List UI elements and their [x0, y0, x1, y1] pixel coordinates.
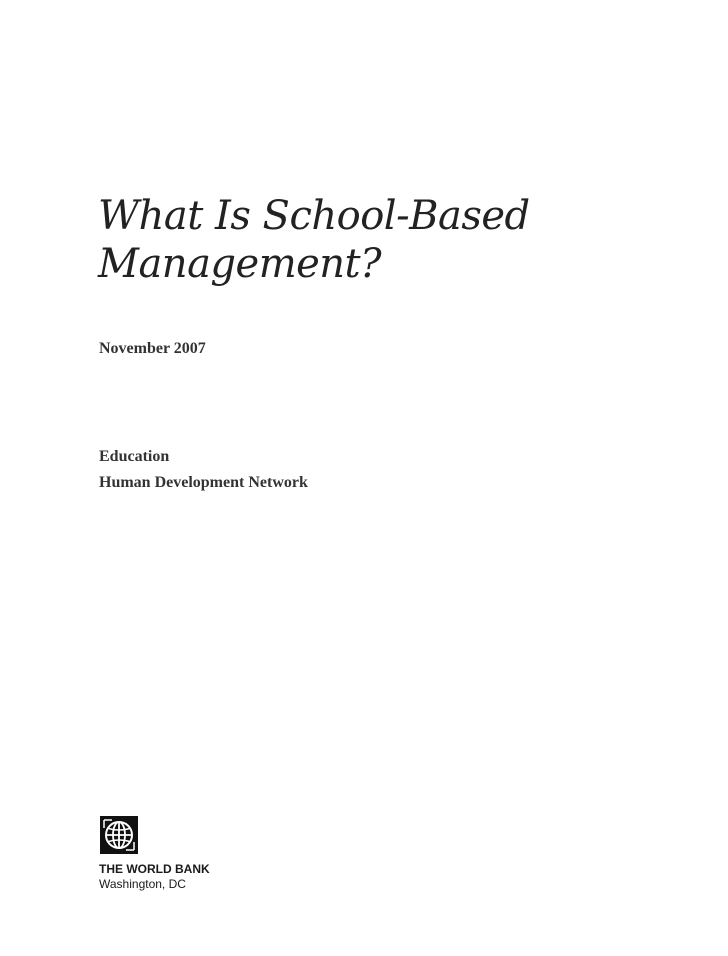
publication-date: November 2007	[99, 340, 206, 357]
network-name: Human Development Network	[99, 474, 308, 491]
document-title-line-2: Management?	[98, 241, 382, 287]
department-block	[99, 444, 308, 496]
world-bank-globe-icon	[100, 816, 138, 854]
publisher-city: Washington, DC	[99, 877, 186, 891]
document-title-line-1: What Is School-Based	[98, 193, 530, 239]
publisher-name: THE WORLD BANK	[99, 862, 210, 876]
document-title	[98, 192, 658, 288]
department-name: Education	[99, 448, 170, 465]
publisher-block	[99, 862, 210, 892]
